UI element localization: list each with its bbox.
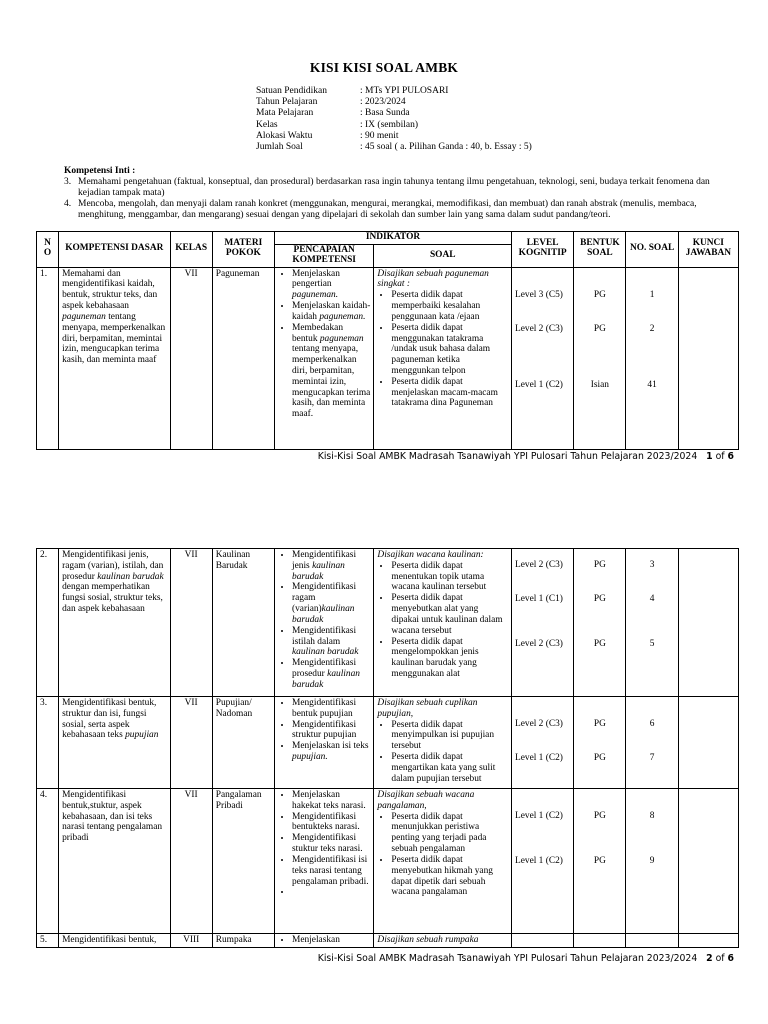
level-value: Level 1 (C2) — [515, 856, 563, 866]
pencapaian-item: • Mengidentifikasi isi teks narasi tentang pengalaman pribadi. — [292, 855, 370, 887]
cell-soal — [374, 697, 512, 789]
pencapaian-item: • Mengidentifikasi stuktur teks narasi. — [292, 833, 370, 855]
pencapaian-item: • Menjelaskan isi teks pupujian. — [292, 741, 370, 763]
cell-pencapaian — [275, 934, 374, 948]
cell-pencapaian — [275, 789, 374, 934]
kisi-table-page-2 — [36, 548, 739, 948]
cell-kunci-jawaban — [678, 934, 738, 948]
identity-value: : 45 soal ( a. Pilihan Ganda : 40, b. Essay : 5) — [360, 141, 532, 152]
identity-row — [256, 108, 532, 119]
header-kunci-jawaban: KUNCI JAWABAN — [678, 232, 738, 268]
pencapaian-item: • Mengidentifikasi istilah dalam kaulinan barudak — [292, 626, 370, 658]
soal-item: • Peserta didik dapat menyebutkan alat yang dipakai untuk kaulinan dalam wacana tersebut — [391, 593, 508, 636]
pencapaian-item: • Menjelaskan kaidah-kaidah paguneman. — [292, 301, 370, 323]
no-soal-value: 7 — [649, 753, 655, 763]
level-value: Level 2 (C3) — [515, 323, 563, 334]
identity-row — [256, 86, 532, 97]
identity-block — [256, 86, 532, 153]
bentuk-value: PG — [593, 594, 606, 604]
soal-item: • Peserta didik dapat menunjukkan peristiwa penting yang terjadi pada sebuah pengalaman — [391, 812, 508, 855]
level-value: Level 3 (C5) — [515, 289, 563, 300]
cell-soal — [374, 267, 512, 449]
kompetensi-inti-item — [64, 177, 744, 199]
header-materi-pokok: MATERI POKOK — [212, 232, 274, 268]
soal-intro: Disajikan sebuah cuplikan pupujian, — [377, 698, 478, 719]
cell-materi-pokok: Pangalaman Pribadi — [212, 789, 274, 934]
page-footer — [318, 452, 734, 463]
no-soal-value: 41 — [647, 379, 657, 390]
pencapaian-item: • Mengidentifikasi jenis kaulinan barudak — [292, 550, 370, 582]
bentuk-value: PG — [593, 753, 606, 763]
cell-kelas: VII — [170, 697, 212, 789]
document-title: KISI KISI SOAL AMBK — [309, 60, 459, 75]
cell-level — [512, 789, 574, 934]
identity-value: : MTs YPI PULOSARI — [360, 86, 449, 96]
bentuk-value: PG — [593, 639, 606, 649]
bentuk-value: PG — [593, 856, 606, 866]
cell-kunci-jawaban — [678, 789, 738, 934]
cell-pencapaian — [275, 697, 374, 789]
footer-total-pages: 6 — [727, 953, 734, 964]
cell-kompetensi-dasar: Mengidentifikasi jenis, ragam (varian), istilah, dan prosedur kaulinan barudak dengan memperhatikan fungsi sosial, struktur teks, dan aspek kebahasaan — [59, 549, 170, 697]
level-value: Level 2 (C3) — [515, 719, 563, 729]
identity-value: : IX (sembilan) — [360, 119, 419, 130]
ki-number: 4. — [64, 198, 72, 209]
footer-of: of — [715, 953, 725, 964]
pencapaian-item: • Mengidentifikasi bentuk pupujian — [292, 698, 370, 720]
identity-value: : Basa Sunda — [360, 108, 410, 119]
pencapaian-item: • Mengidentifikasi prosedur kaulinan barudak — [292, 658, 370, 690]
identity-row — [256, 97, 532, 108]
header-no: N O — [37, 232, 59, 268]
header-bentuk-soal: BENTUK SOAL — [574, 232, 626, 268]
soal-item: • Peserta didik dapat memperbaiki kesalahan penggunaan kata /ejaan — [391, 290, 508, 322]
soal-item: • Peserta didik dapat menentukan topik utama wacana kaulinan tersebut — [391, 561, 508, 593]
no-soal-value: 2 — [649, 323, 655, 334]
kompetensi-inti-heading: Kompetensi Inti : — [64, 166, 136, 176]
identity-label: Jumlah Soal — [256, 141, 303, 152]
table-row — [37, 934, 739, 948]
table-row — [37, 267, 739, 449]
bentuk-value: PG — [593, 811, 606, 821]
level-value: Level 1 (C2) — [515, 753, 563, 763]
soal-intro: Disajikan wacana kaulinan: — [377, 550, 484, 560]
cell-no-soal — [626, 697, 678, 789]
footer-total-pages: 6 — [727, 451, 734, 462]
pencapaian-item: • Membedakan bentuk paguneman tentang menyapa, memperkenalkan diri, berpamitan, memintai izin, mengucapkan terima kasih, dan meminta maaf. — [292, 323, 370, 420]
level-value: Level 1 (C1) — [515, 594, 563, 604]
cell-kunci-jawaban — [678, 267, 738, 449]
cell-bentuk — [574, 549, 626, 697]
no-soal-value: 4 — [649, 594, 655, 604]
cell-kelas: VII — [170, 267, 212, 449]
no-soal-value: 5 — [649, 639, 655, 649]
footer-text: Kisi-Kisi Soal AMBK Madrasah Tsanawiyah YPI Pulosari Tahun Pelajaran 2023/2024 — [317, 451, 698, 462]
footer-of: of — [715, 451, 725, 462]
cell-no-soal — [626, 549, 678, 697]
pencapaian-item: • Menjelaskan — [292, 935, 370, 946]
cell-kelas: VIII — [170, 934, 212, 948]
cell-pencapaian — [275, 549, 374, 697]
header-no-soal: NO. SOAL — [626, 232, 678, 268]
level-value: Level 2 (C3) — [515, 560, 563, 570]
header-soal: SOAL — [374, 244, 512, 267]
identity-value: : 2023/2024 — [360, 97, 406, 108]
cell-kompetensi-dasar: Memahami dan mengidentifikasi kaidah, bentuk, struktur teks, dan aspek kebahasaan paguneman tentang menyapa, memperkenalkan diri, berpamitan, memintai izin, mengucapkan terima kasih, dan meminta maaf — [59, 267, 170, 449]
cell-materi-pokok: Kaulinan Barudak — [212, 549, 274, 697]
pencapaian-item: • Menjelaskan hakekat teks narasi. — [292, 790, 370, 812]
no-soal-value: 9 — [649, 856, 655, 866]
footer-page-number: 2 — [706, 953, 713, 964]
header-level-kognitip: LEVEL KOGNITIP — [512, 232, 574, 268]
bentuk-value: PG — [593, 289, 606, 300]
cell-kompetensi-dasar: Mengidentifikasi bentuk, — [59, 934, 170, 948]
pencapaian-item: • Mengidentifikasi bentukteks narasi. — [292, 812, 370, 834]
cell-materi-pokok: Pupujian/ Nadoman — [212, 697, 274, 789]
cell-bentuk — [574, 267, 626, 449]
ki-number: 3. — [64, 176, 72, 187]
soal-intro: Disajikan sebuah rumpaka — [377, 935, 479, 945]
identity-value: : 90 menit — [360, 130, 399, 141]
level-value: Level 2 (C3) — [515, 639, 563, 649]
level-value: Level 1 (C2) — [515, 811, 563, 821]
page-1 — [0, 0, 768, 470]
cell-no: 2. — [37, 549, 59, 697]
header-kelas: KELAS — [170, 232, 212, 268]
cell-soal — [374, 549, 512, 697]
footer-text: Kisi-Kisi Soal AMBK Madrasah Tsanawiyah YPI Pulosari Tahun Pelajaran 2023/2024 — [317, 953, 698, 964]
bentuk-value: PG — [593, 560, 606, 570]
cell-no-soal — [626, 934, 678, 948]
cell-kelas: VII — [170, 549, 212, 697]
soal-item: • Peserta didik dapat mengelompokkan jenis kaulinan barudak yang menggunakan alat — [391, 637, 508, 680]
cell-level — [512, 697, 574, 789]
identity-label: Kelas — [256, 119, 278, 130]
cell-bentuk — [574, 789, 626, 934]
pencapaian-item: • Menjelaskan pengertian paguneman. — [292, 269, 370, 301]
level-value: Level 1 (C2) — [515, 379, 563, 390]
cell-pencapaian — [274, 267, 373, 449]
soal-intro: Disajikan sebuah paguneman singkat : — [377, 268, 489, 290]
cell-bentuk — [574, 697, 626, 789]
cell-kompetensi-dasar: Mengidentifikasi bentuk, struktur dan isi, fungsi sosial, serta aspek kebahasaan teks pupujian — [59, 697, 170, 789]
cell-no-soal — [626, 789, 678, 934]
cell-level — [512, 549, 574, 697]
cell-bentuk — [574, 934, 626, 948]
cell-kompetensi-dasar: Mengidentifikasi bentuk,stuktur, aspek kebahasaan, dan isi teks narasi tentang pengalaman pribadi — [59, 789, 170, 934]
cell-no: 3. — [37, 697, 59, 789]
cell-soal — [374, 789, 512, 934]
kisi-table-page-1 — [36, 231, 739, 450]
bentuk-value: PG — [593, 323, 606, 334]
cell-level — [512, 934, 574, 948]
no-soal-value: 8 — [649, 811, 655, 821]
cell-materi-pokok: Paguneman — [212, 267, 274, 449]
kompetensi-inti — [64, 166, 744, 221]
no-soal-value: 6 — [649, 719, 655, 729]
soal-item: • Peserta didik dapat menjelaskan macam-macam tatakrama dina Paguneman — [391, 377, 508, 409]
identity-row — [256, 131, 532, 142]
identity-row — [256, 120, 532, 131]
footer-page-number: 1 — [706, 451, 713, 462]
pencapaian-item — [292, 887, 370, 898]
pencapaian-item: • Mengidentifikasi ragam (varian)kaulinan barudak — [292, 582, 370, 625]
pencapaian-item: • Mengidentifikasi struktur pupujian — [292, 720, 370, 742]
bentuk-value: PG — [593, 719, 606, 729]
identity-label: Satuan Pendidikan — [256, 86, 327, 96]
soal-intro: Disajikan sebuah wacana pangalaman, — [377, 790, 475, 811]
cell-no-soal — [626, 267, 678, 449]
soal-item: • Peserta didik dapat menggunakan tatakrama /undak usuk bahasa dalam paguneman ketika menggunkan telpon — [391, 323, 508, 377]
cell-kelas: VII — [170, 789, 212, 934]
soal-item: • Peserta didik dapat menyebutkan hikmah yang dapat dipetik dari sebuah wacana pangalaman — [391, 855, 508, 898]
ki-text: Memahami pengetahuan (faktual, konseptual, dan prosedural) berdasarkan rasa ingin tahunya tentang ilmu pengetahuan, teknologi, seni, budaya terkait fenomena dan kejadian tampak mata) — [78, 176, 710, 198]
cell-level — [512, 267, 574, 449]
header-kompetensi-dasar: KOMPETENSI DASAR — [59, 232, 170, 268]
cell-no: 1. — [37, 267, 59, 449]
table-row — [37, 549, 739, 697]
bentuk-value: Isian — [590, 379, 609, 390]
cell-kunci-jawaban — [678, 549, 738, 697]
no-soal-value: 1 — [649, 289, 655, 300]
kompetensi-inti-item — [64, 199, 744, 221]
soal-item: • Peserta didik dapat mengartikan kata yang sulit dalam pupujian tersebut — [391, 752, 508, 784]
identity-label: Mata Pelajaran — [256, 108, 314, 119]
identity-row — [256, 142, 532, 153]
cell-no: 4. — [37, 789, 59, 934]
ki-text: Mencoba, mengolah, dan menyaji dalam ranah konkret (menggunakan, mengurai, merangkai, memodifikasi, dan membuat) dan ranah abstrak (menulis, membaca, menghitung, menggambar, dan mengarang) sesuai dengan yang dipelajari di sekolah dan sumber lain yang sama dalam sudut pandang/teori. — [78, 198, 697, 220]
soal-item: • Peserta didik dapat menyimpulkan isi pupujian tersebut — [391, 720, 508, 752]
identity-label: Tahun Pelajaran — [256, 97, 318, 108]
page-footer — [318, 954, 734, 965]
header-pencapaian-kompetensi: PENCAPAIAN KOMPETENSI — [274, 244, 373, 267]
cell-materi-pokok: Rumpaka — [212, 934, 274, 948]
cell-no: 5. — [37, 934, 59, 948]
header-indikator: INDIKATOR — [274, 232, 511, 245]
identity-label: Alokasi Waktu — [256, 130, 313, 141]
cell-kunci-jawaban — [678, 697, 738, 789]
table-row — [37, 697, 739, 789]
no-soal-value: 3 — [649, 560, 655, 570]
table-row — [37, 789, 739, 934]
cell-soal — [374, 934, 512, 948]
